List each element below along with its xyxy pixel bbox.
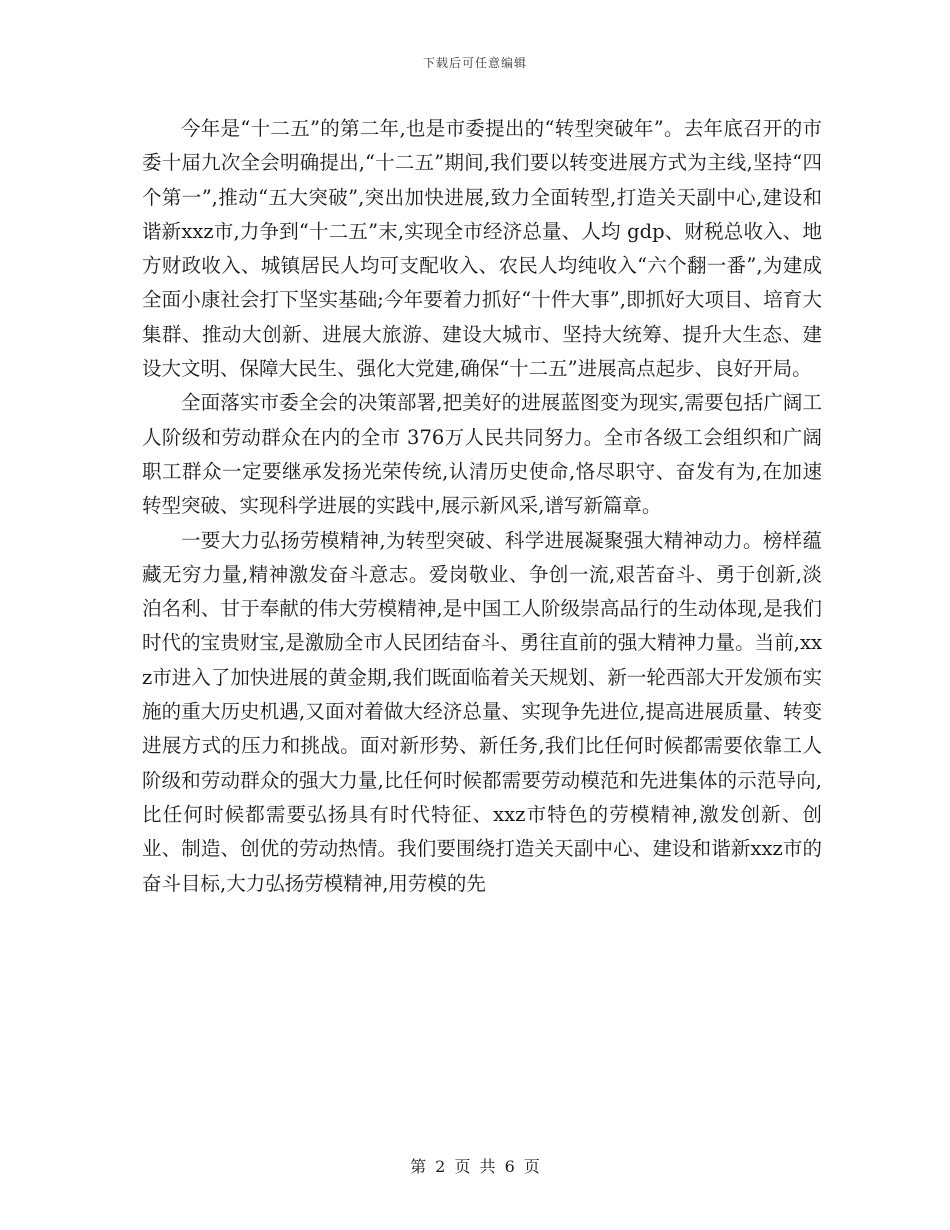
paragraph: 今年是“十二五”的第二年,也是市委提出的“转型突破年”。去年底召开的市委十届九次全会明确提出,“十二五”期间,我们要以转变进展方式为主线,坚持“四个第一”,推动“五大突破”,突出加快进展,致力全面转型,打造关天副中心,建设和谐新xxz市,力争到“十二五”末,实现全市经济总量、人均 gdp、财税总收入、地方财政收入、城镇居民人均可支配收入、农民人均纯收入“六个翻一番”,为建成全面小康社会打下坚实基础;今年要着力抓好“十件大事”,即抓好大项目、培育大集群、推动大创新、进展大旅游、建设大城市、坚持大统筹、提升大生态、建设大文明、保障大民生、强化大党建,确保“十二五”进展高点起步、良好开局。 [142,117,822,381]
document-body [142,112,822,901]
page-header: 下载后可任意编辑 [422,56,527,70]
page-footer: 第 2 页 共 6 页 [410,1157,540,1176]
paragraph: 一要大力弘扬劳模精神,为转型突破、科学进展凝聚强大精神动力。榜样蕴藏无穷力量,精神激发奋斗意志。爱岗敬业、争创一流,艰苦奋斗、勇于创新,淡泊名利、甘于奉献的伟大劳模精神,是中国工人阶级崇高品行的生动体现,是我们时代的宝贵财宝,是激励全市人民团结奋斗、勇往直前的强大精神力量。当前,xxz市进入了加快进展的黄金期,我们既面临着关天规划、新一轮西部大开发颁布实施的重大历史机遇,又面对着做大经济总量、实现争先进位,提高进展质量、转变进展方式的压力和挑战。面对新形势、新任务,我们比任何时候都需要依靠工人阶级和劳动群众的强大力量,比任何时候都需要劳动模范和先进集体的示范导向,比任何时候都需要弘扬具有时代特征、xxz市特色的劳模精神,激发创新、创业、制造、创优的劳动热情。我们要围绕打造关天副中心、建设和谐新xxz市的奋斗目标,大力弘扬劳模精神,用劳模的先 [142,528,822,895]
paragraph: 全面落实市委全会的决策部署,把美好的进展蓝图变为现实,需要包括广阔工人阶级和劳动群众在内的全市 376万人民共同努力。全市各级工会组织和广阔职工群众一定要继承发扬光荣传统,认清历史使命,恪尽职守、奋发有为,在加速转型突破、实现科学进展的实践中,展示新风采,谱写新篇章。 [142,391,822,518]
